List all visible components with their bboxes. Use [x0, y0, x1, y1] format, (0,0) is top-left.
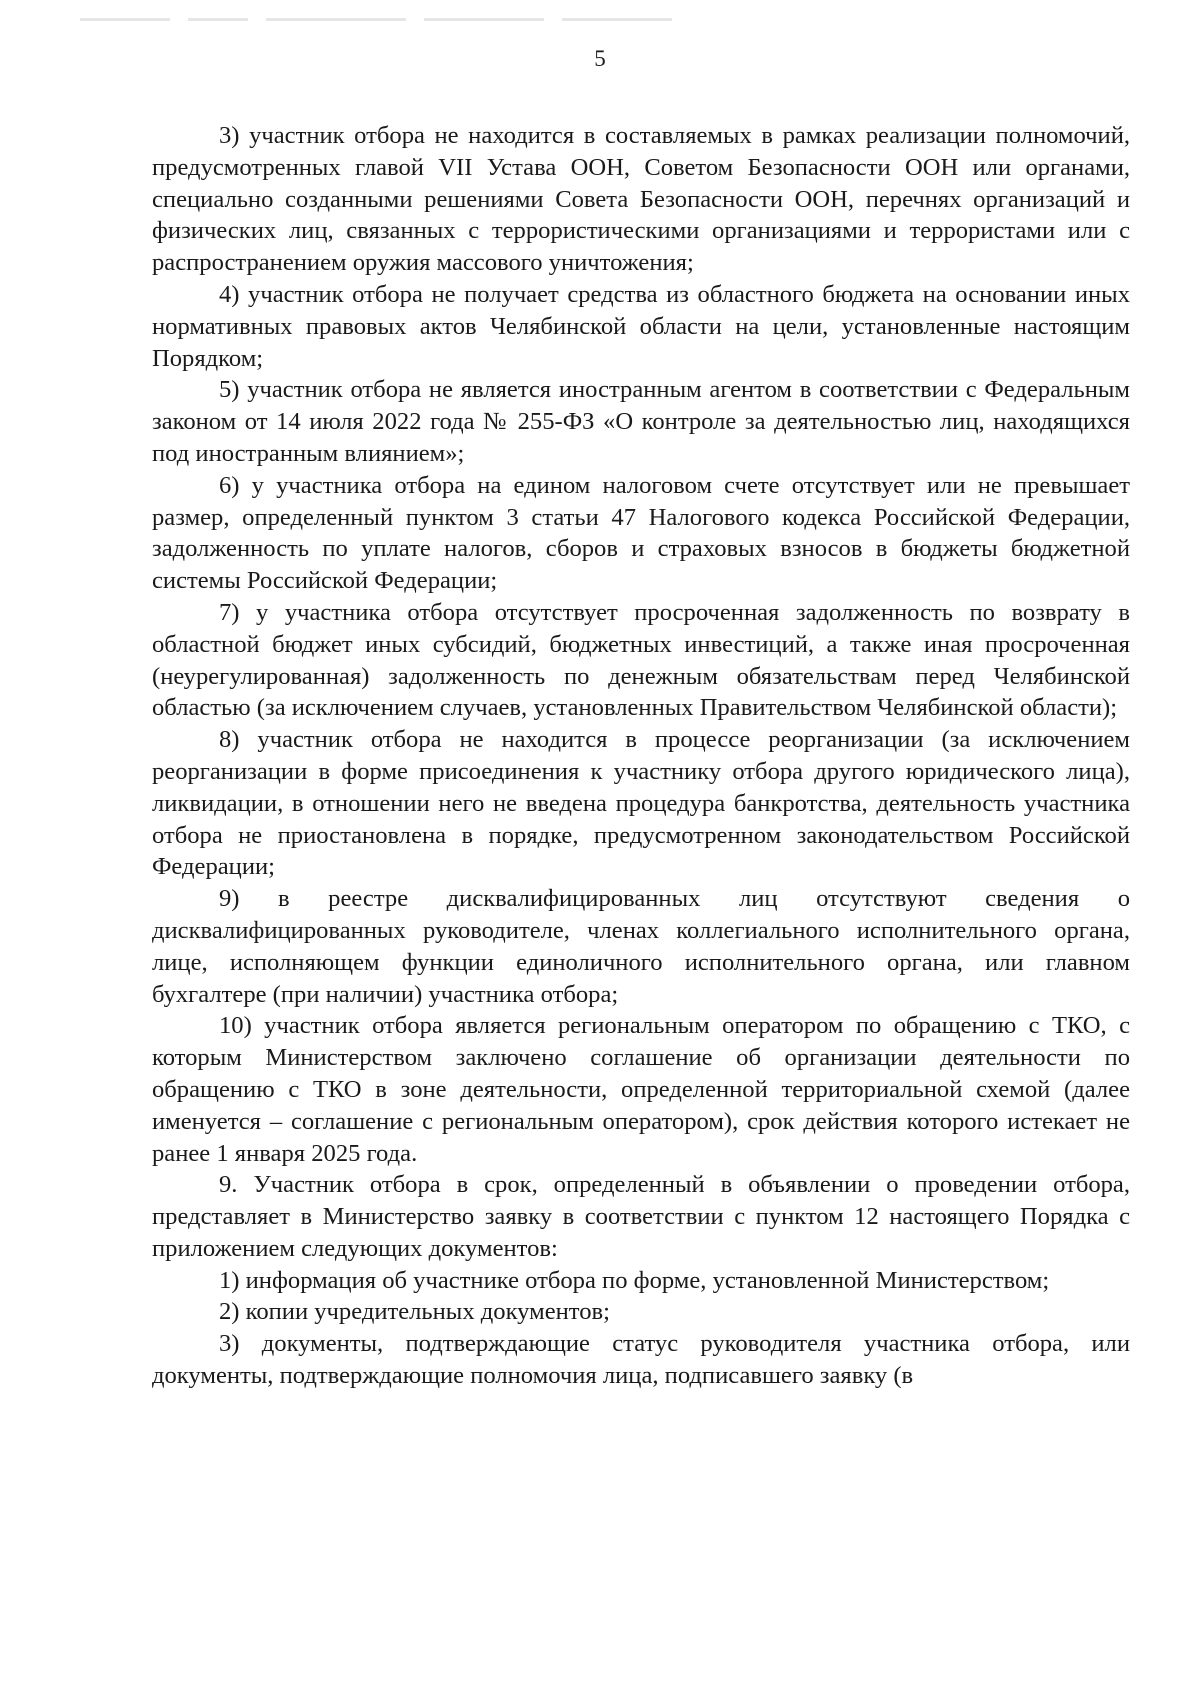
paragraph-doc-3: 3) документы, подтверждающие статус руководителя участника отбора, или документы, подтверждающие полномочия лица, подписавшего заявку (в [152, 1330, 1130, 1390]
paragraph-item-3: 3) участник отбора не находится в составляемых в рамках реализации полномочий, предусмотренных главой VII Устава ООН, Советом Безопасности ООН или органами, специально созданными решениями Совета Безопасности ООН, перечнях организаций и физических лиц, связанных с террористическими организациями и террористами или с распространением оружия массового уничтожения; [152, 122, 1130, 277]
paragraph-item-6: 6) у участника отбора на едином налоговом счете отсутствует или не превышает размер, определенный пунктом 3 статьи 47 Налогового кодекса Российской Федерации, задолженность по уплате налогов, сборов и страховых взносов в бюджеты бюджетной системы Российской Федерации; [152, 471, 1130, 595]
paragraph-section-9: 9. Участник отбора в срок, определенный в объявлении о проведении отбора, представляет в Министерство заявку в соответствии с пунктом 12 настоящего Порядка с приложением следующих документов: [152, 1171, 1130, 1262]
paragraph-doc-2: 2) копии учредительных документов; [219, 1298, 610, 1326]
paragraph-item-9: 9) в реестре дисквалифицированных лиц отсутствуют сведения о дисквалифицированных руководителе, членах коллегиального исполнительного органа, лице, исполняющем функции единоличного исполнительного органа, или главном бухгалтере (при наличии) участника отбора; [152, 885, 1130, 1008]
paragraph-doc-1: 1) информация об участнике отбора по форме, установленной Министерством; [219, 1266, 1050, 1294]
paragraph-item-7: 7) у участника отбора отсутствует просроченная задолженность по возврату в областной бюджет иных субсидий, бюджетных инвестиций, а также иная просроченная (неурегулированная) задолженность по денежным обязательствам перед Челябинской областью (за исключением случаев, установленных Правительством Челябинской области); [152, 598, 1130, 722]
document-body [152, 120, 1130, 1392]
paragraph-item-8: 8) участник отбора не находится в процессе реорганизации (за исключением реорганизации в форме присоединения к участнику отбора другого юридического лица), ликвидации, в отношении него не введена процедура банкротства, деятельность участника отбора не приостановлена в порядке, предусмотренном законодательством Российской Федерации; [152, 726, 1130, 881]
page-number: 5 [594, 46, 606, 71]
scan-artifact [80, 10, 780, 18]
paragraph-item-5: 5) участник отбора не является иностранным агентом в соответствии с Федеральным законом от 14 июля 2022 года № 255-ФЗ «О контроле за деятельностью лиц, находящихся под иностранным влиянием»; [152, 376, 1130, 467]
paragraph-item-4: 4) участник отбора не получает средства из областного бюджета на основании иных нормативных правовых актов Челябинской области на цели, установленные настоящим Порядком; [152, 280, 1130, 372]
paragraph-item-10: 10) участник отбора является региональным оператором по обращению с ТКО, с которым Министерством заключено соглашение об организации деятельности по обращению с ТКО в зоне деятельности, определенной территориальной схемой (далее именуется – соглашение с региональным оператором), срок действия которого истекает не ранее 1 января 2025 года. [152, 1012, 1130, 1167]
